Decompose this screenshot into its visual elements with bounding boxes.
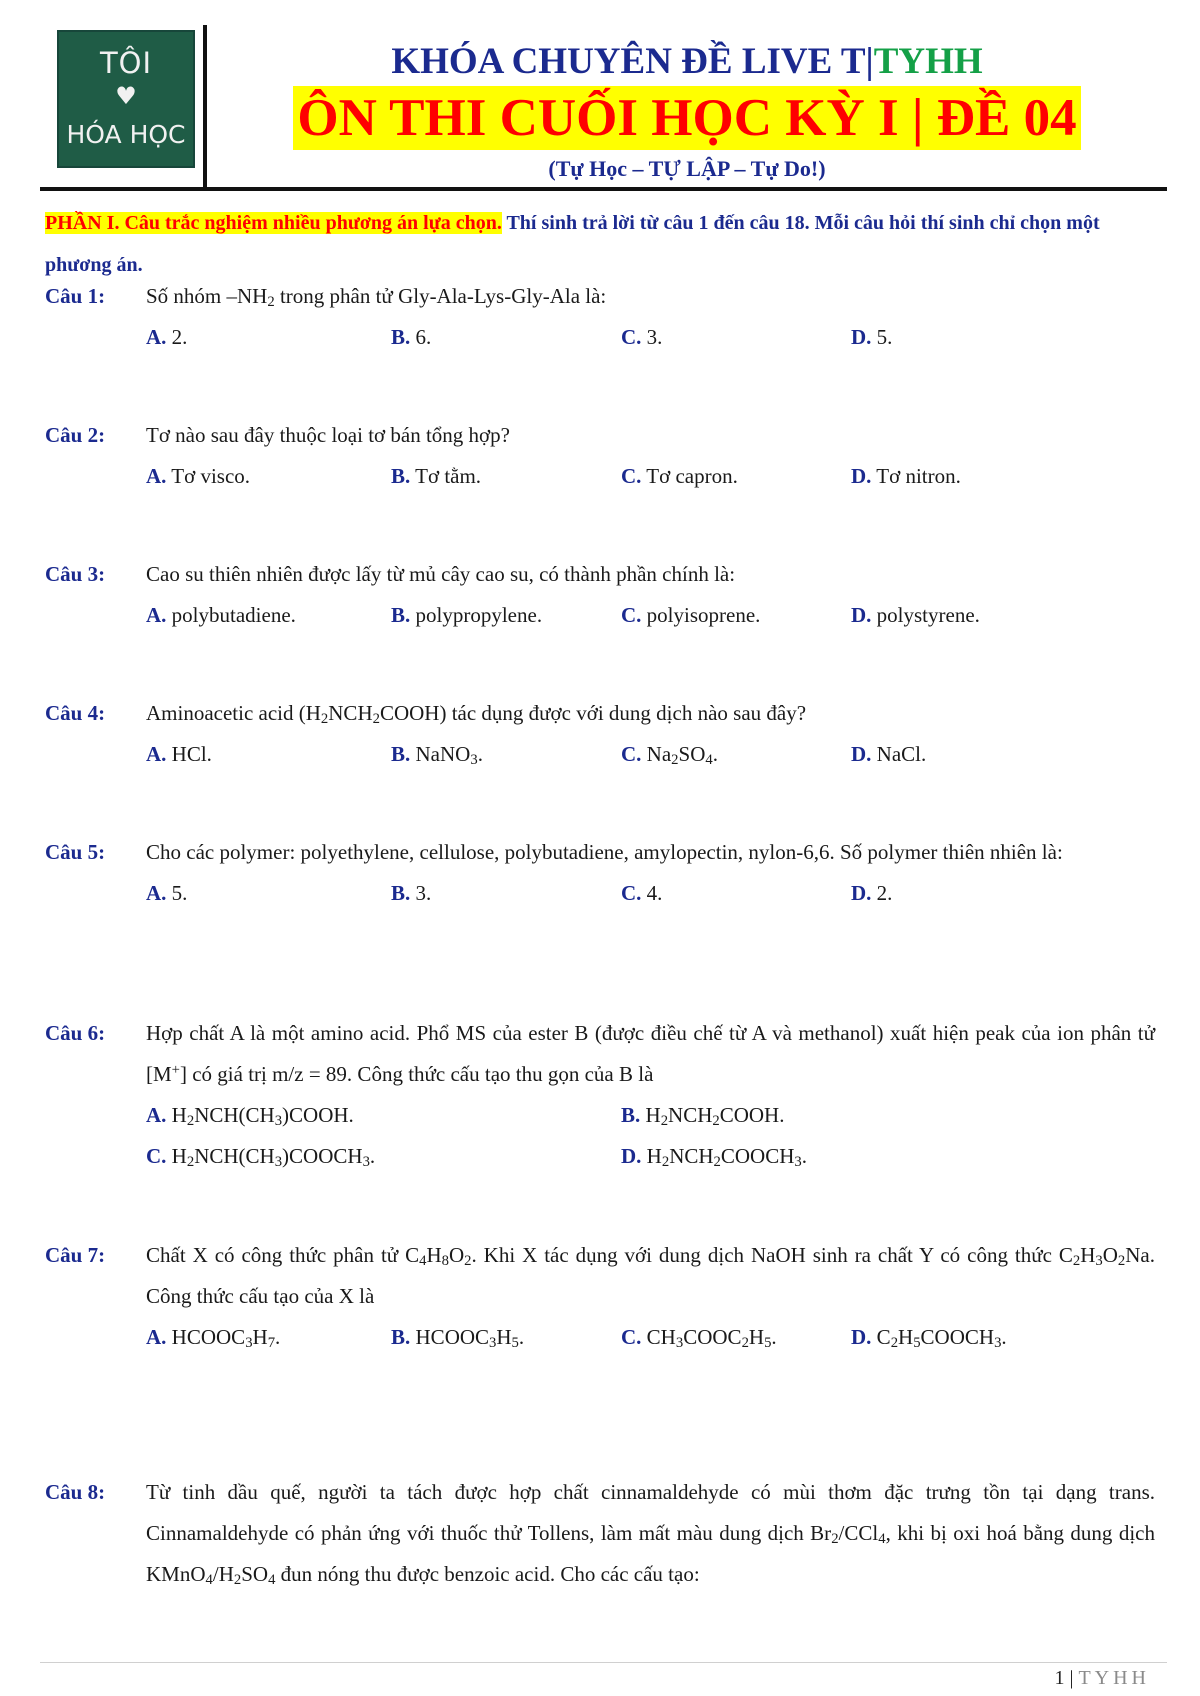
- option-c[interactable]: C. polyisoprene.: [621, 603, 761, 627]
- question-label: Câu 1:: [45, 284, 106, 308]
- footer-brand: TYHH: [1078, 1667, 1150, 1689]
- footer-separator: |: [1064, 1667, 1079, 1689]
- option-a[interactable]: A. $HCOOC_3H_7$.: [146, 1325, 281, 1351]
- course-title: [207, 40, 1167, 83]
- course-title-main: KHÓA CHUYÊN ĐỀ LIVE T|: [391, 41, 874, 82]
- question-1: [45, 276, 1155, 358]
- option-b[interactable]: B. Tơ tằm.: [391, 464, 482, 488]
- option-d[interactable]: D. $C_2H_5COOCH_3$.: [851, 1325, 1007, 1351]
- section-heading: PHẦN I. Câu trắc nghiệm nhiều phương án lựa chọn.: [45, 212, 502, 234]
- option-d[interactable]: D. 5.: [851, 325, 893, 349]
- question-label: Câu 2:: [45, 423, 106, 447]
- question-text: Cao su thiên nhiên được lấy từ mủ cây cao su, có thành phần chính là:: [146, 562, 736, 586]
- option-a[interactable]: A. $H_2NCH(CH_3)COOH$.: [146, 1103, 354, 1129]
- motto: (Tự Học – TỰ LẬP – Tự Do!): [548, 156, 826, 181]
- page-number: 1: [1054, 1667, 1065, 1689]
- option-b[interactable]: B. $H_2NCH_2COOH$.: [621, 1103, 785, 1129]
- question-4: [45, 693, 1155, 775]
- option-b[interactable]: B. polypropylene.: [391, 603, 543, 627]
- option-b[interactable]: B. 6.: [391, 325, 432, 349]
- option-c[interactable]: C. 4.: [621, 881, 663, 905]
- question-text: Chất X có công thức phân tử $C_4H_8O_2$. Khi X tác dụng với dung dịch NaOH sinh ra chất Y có công thức $C_2H_3O_2Na$. Công thức cấu tạo của X là: [146, 1243, 1155, 1308]
- page-footer: [1054, 1667, 1150, 1690]
- question-text: Aminoacetic acid $(H_2NCH_2COOH)$ tác dụng được với dung dịch nào sau đây?: [146, 701, 807, 727]
- question-label: Câu 6:: [45, 1021, 106, 1045]
- question-label: Câu 4:: [45, 701, 106, 725]
- question-label: Câu 7:: [45, 1243, 106, 1267]
- question-text: Từ tinh dầu quế, người ta tách được hợp chất cinnamaldehyde có mùi thơm đặc trưng tồn tại dạng trans. Cinnamaldehyde có phản ứng với thuốc thử Tollens, làm mất màu dung dịch $Br_2/CCl_4$, khi bị oxi hoá bằng dung dịch $KMnO_4/H_2SO_4$ đun nóng thu được benzoic acid. Cho các cấu tạo:: [146, 1480, 1156, 1588]
- question-6: [45, 1013, 1155, 1177]
- logo-badge: [57, 30, 195, 168]
- option-d[interactable]: D. 2.: [851, 881, 893, 905]
- options-row: [146, 456, 1155, 497]
- option-d[interactable]: D. NaCl.: [851, 742, 927, 766]
- course-title-brand: TYHH: [873, 41, 983, 82]
- option-d[interactable]: D. Tơ nitron.: [851, 464, 961, 488]
- option-a[interactable]: A. 5.: [146, 881, 188, 905]
- option-b[interactable]: B. $HCOOC_3H_5$.: [391, 1325, 525, 1351]
- logo-text-bottom: HÓA HỌC: [66, 120, 186, 149]
- header-divider-horizontal: [40, 187, 1167, 191]
- question-text: Cho các polymer: polyethylene, cellulose, polybutadiene, amylopectin, nylon-6,6. Số polymer thiên nhiên là:: [146, 840, 1063, 864]
- option-b[interactable]: B. 3.: [391, 881, 432, 905]
- question-label: Câu 5:: [45, 840, 106, 864]
- options-row: [146, 1095, 1155, 1136]
- options-row: [146, 595, 1155, 636]
- question-3: [45, 554, 1155, 636]
- option-c[interactable]: C. $CH_3COOC_2H_5$.: [621, 1325, 777, 1351]
- options-row: [146, 317, 1155, 358]
- section-instructions-text: Thí sinh trả lời từ câu 1 đến câu 18. Mỗi câu hỏi thí sinh chỉ chọn một phương án.: [45, 212, 1100, 276]
- options-row: [146, 873, 1155, 914]
- question-2: [45, 415, 1155, 497]
- option-d[interactable]: D. $H_2NCH_2COOCH_3$.: [621, 1144, 807, 1170]
- section-instructions: [45, 202, 1155, 286]
- options-row: [146, 1317, 1155, 1358]
- option-c[interactable]: C. $H_2NCH(CH_3)COOCH_3$.: [146, 1144, 376, 1170]
- exam-title: ÔN THI CUỐI HỌC KỲ I | ĐỀ 04: [293, 86, 1080, 150]
- heart-icon: ♥: [115, 82, 137, 110]
- exam-title-wrap: [207, 86, 1167, 150]
- option-a[interactable]: A. HCl.: [146, 742, 212, 766]
- question-5: [45, 832, 1155, 914]
- option-c[interactable]: C. $Na_2SO_4$.: [621, 742, 718, 768]
- options-row: [146, 1136, 1155, 1177]
- option-c[interactable]: C. Tơ capron.: [621, 464, 738, 488]
- option-d[interactable]: D. polystyrene.: [851, 603, 980, 627]
- logo-text-top: TÔI: [99, 46, 153, 80]
- option-a[interactable]: A. polybutadiene.: [146, 603, 296, 627]
- question-label: Câu 3:: [45, 562, 106, 586]
- footer-divider: [40, 1662, 1167, 1663]
- question-7: [45, 1235, 1155, 1358]
- question-8: [45, 1472, 1155, 1595]
- question-text: Hợp chất A là một amino acid. Phổ MS của ester B (được điều chế từ A và methanol) xuất hiện peak của ion phân tử [M+] có giá trị m/z = 89. Công thức cấu tạo thu gọn của B là: [146, 1021, 1155, 1086]
- option-b[interactable]: B. NaNO$_3$.: [391, 742, 483, 768]
- question-text: Số nhóm $-NH_2$ trong phân tử Gly-Ala-Lys-Gly-Ala là:: [146, 284, 607, 310]
- option-c[interactable]: C. 3.: [621, 325, 663, 349]
- option-a[interactable]: A. Tơ visco.: [146, 464, 251, 488]
- option-a[interactable]: A. 2.: [146, 325, 188, 349]
- question-text: Tơ nào sau đây thuộc loại tơ bán tổng hợp?: [146, 423, 510, 447]
- options-row: [146, 734, 1155, 775]
- question-label: Câu 8:: [45, 1480, 106, 1504]
